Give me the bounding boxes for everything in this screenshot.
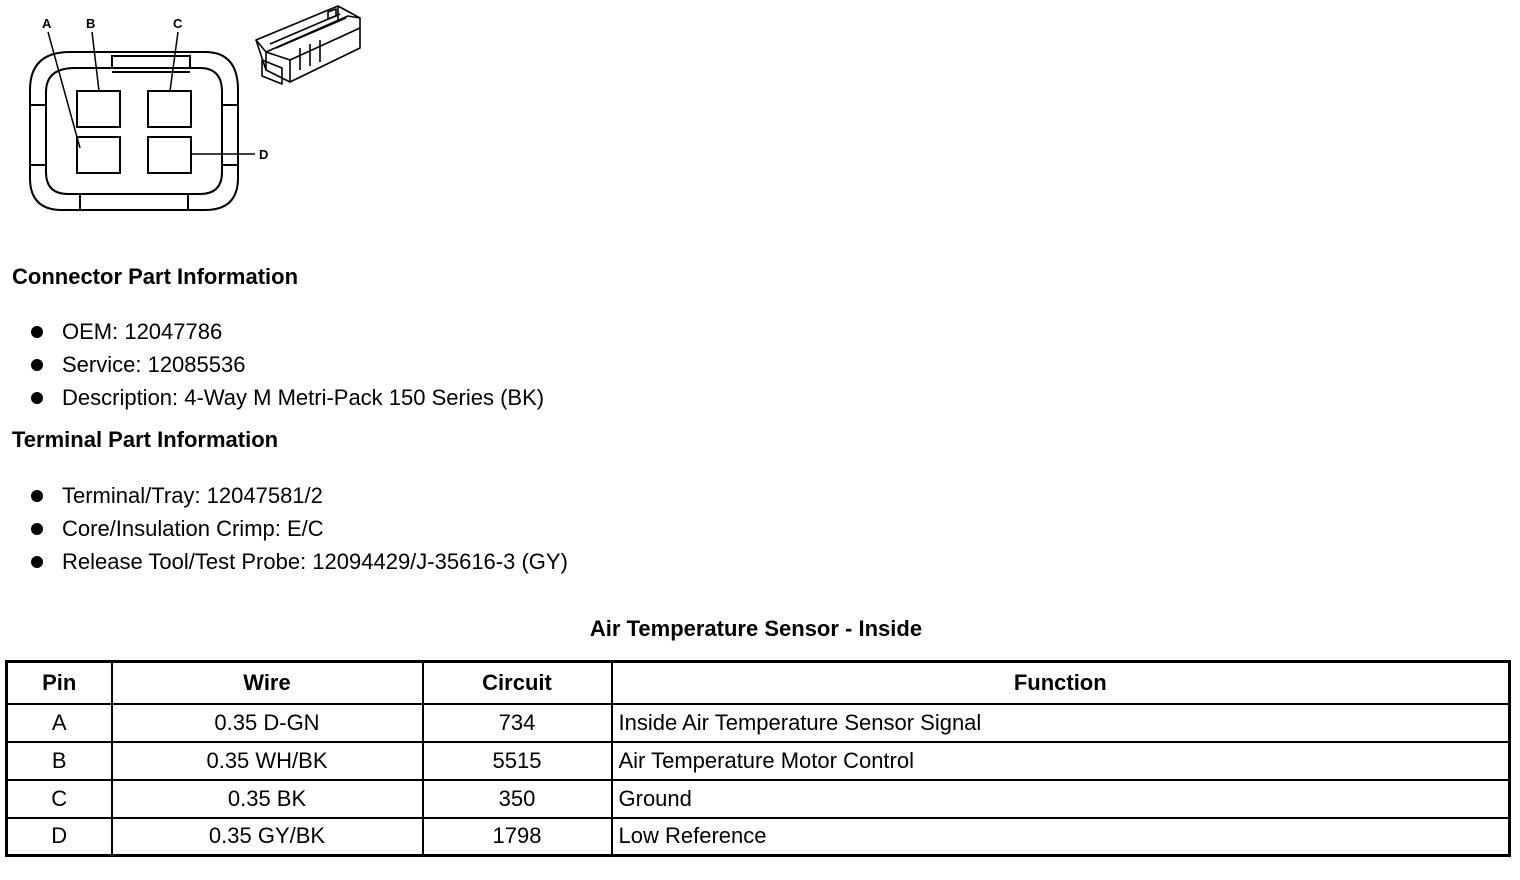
pin-leader-lines	[48, 32, 255, 154]
connector-diagram	[0, 0, 380, 230]
cell-function: Low Reference	[612, 818, 1510, 856]
terminal-part-information-list	[28, 481, 568, 580]
cell-wire: 0.35 WH/BK	[112, 742, 423, 780]
connector-isometric-illustration	[256, 6, 360, 84]
table-title: Air Temperature Sensor - Inside	[589, 616, 923, 641]
cell-pin: D	[7, 818, 112, 856]
cell-function: Air Temperature Motor Control	[612, 742, 1510, 780]
header-pin: Pin	[7, 662, 112, 704]
pin-label-d: D	[259, 147, 269, 162]
table-row	[7, 780, 1510, 818]
cavity-a	[77, 137, 120, 173]
list-item: Release Tool/Test Probe: 12094429/J-35616-3 (GY)	[28, 547, 568, 580]
list-item: Core/Insulation Crimp: E/C	[28, 514, 568, 547]
cell-pin: B	[7, 742, 112, 780]
connector-part-information-heading: Connector Part Information	[12, 264, 299, 289]
cavity-c	[148, 91, 191, 127]
list-item: Service: 12085536	[28, 350, 544, 383]
cell-circuit: 350	[423, 780, 612, 818]
pin-label-b: B	[86, 16, 96, 31]
cell-wire: 0.35 D-GN	[112, 704, 423, 742]
cell-function: Ground	[612, 780, 1510, 818]
header-circuit: Circuit	[423, 662, 612, 704]
cavity-b	[77, 91, 120, 127]
pin-assignment-table	[5, 660, 1511, 857]
connector-face	[30, 52, 238, 210]
pin-label-a: A	[42, 16, 52, 31]
cell-circuit: 734	[423, 704, 612, 742]
list-item: Terminal/Tray: 12047581/2	[28, 481, 568, 514]
cell-pin: A	[7, 704, 112, 742]
cell-wire: 0.35 GY/BK	[112, 818, 423, 856]
table-header-row	[7, 662, 1510, 704]
table-row	[7, 818, 1510, 856]
cell-function: Inside Air Temperature Sensor Signal	[612, 704, 1510, 742]
table-row	[7, 704, 1510, 742]
cell-wire: 0.35 BK	[112, 780, 423, 818]
connector-part-information-list	[28, 317, 544, 416]
header-function: Function	[612, 662, 1510, 704]
cavity-d	[148, 137, 191, 173]
cell-circuit: 1798	[423, 818, 612, 856]
header-wire: Wire	[112, 662, 423, 704]
pin-label-c: C	[173, 16, 183, 31]
cell-pin: C	[7, 780, 112, 818]
list-item: Description: 4-Way M Metri-Pack 150 Series (BK)	[28, 383, 544, 416]
terminal-part-information-heading: Terminal Part Information	[12, 427, 279, 452]
table-row	[7, 742, 1510, 780]
list-item: OEM: 12047786	[28, 317, 544, 350]
cell-circuit: 5515	[423, 742, 612, 780]
